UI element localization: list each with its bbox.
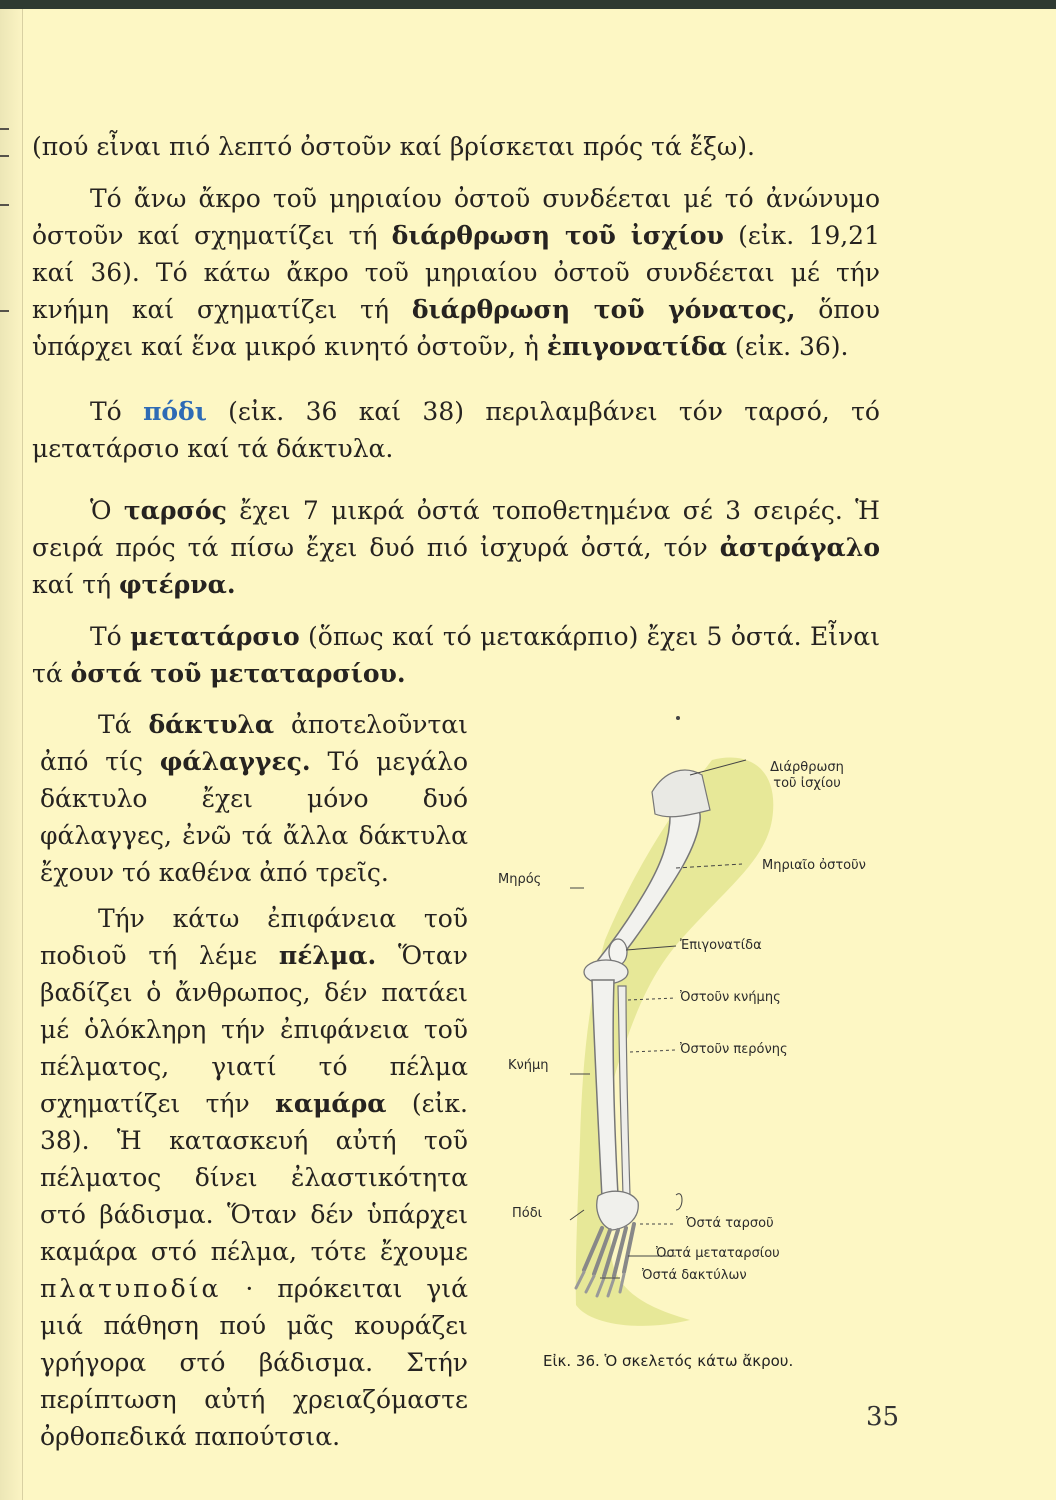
text: Τήν κάτω ἐπιφάνεια τοῦ ποδιοῦ τή λέμε [40,904,468,970]
paragraph-6 [32,618,880,692]
term-metatarsus: μετατάρσιο [130,622,300,651]
text: · πρόκειται γιά μιά πάθηση πού μᾶς κουράζει γρήγορα στό βάδισμα. Στήν περίπτωση αὐτή χρειαζόμαστε ὀρθοπεδικά παπούτσια. [40,1274,468,1451]
label-tarsal: Ὀστά ταρσοῦ [686,1216,774,1231]
page-binding-edge [0,9,23,1500]
margin-tick [0,155,9,157]
pelvis-fragment [652,770,710,817]
label-patella: Ἐπιγονατίδα [680,938,762,953]
label-metatarsal: Ὀστά μεταταρσίου [656,1246,780,1261]
margin-tick [0,128,9,130]
text: Τό [90,622,131,651]
term-hip-joint: διάρθρωση τοῦ ἰσχίου [391,221,724,250]
term-phalanges: φάλαγγες. [159,747,311,776]
text: Τό ἄνω ἄκρο τοῦ μηριαίου ὀστοῦ συνδέεται μέ τό ἀνώνυμο ὀστοῦν καί σχηματίζει τή [32,184,880,250]
label-text: Διάρθρωση τοῦ ἰσχίου [770,760,844,791]
term-metatarsal-bones: ὀστά τοῦ μεταταρσίου. [70,659,406,688]
text: (εἰκ. 36 καί 38) περιλαμβάνει τόν ταρσό, τό μετατάρσιο καί τά δάκτυλα. [32,397,880,463]
label-foot: Πόδι [512,1206,543,1221]
lower-limb-skeleton-figure [480,740,910,1400]
term-heel: φτέρνα. [119,570,236,599]
term-flatfoot: πλατυποδία [40,1274,222,1303]
text: ἔχει 7 μικρά ὀστά τοποθετημένα σέ 3 σειρές. Ἡ σειρά πρός τά πίσω ἔχει δυό πιό ἰσχυρά ὀστά, τόν [32,496,880,562]
text: Τά [98,710,149,739]
term-tarsus: ταρσός [123,496,227,525]
label-hip-joint [764,760,850,792]
paragraph-7 [40,706,468,891]
text: Τό [90,397,144,426]
label-fibula: Ὀστοῦν περόνης [680,1042,788,1057]
term-foot: πόδι [143,397,207,426]
text: (πού εἶναι πιό λεπτό ὀστοῦν καί βρίσκεται πρός τά ἔξω). [32,132,755,161]
paragraph-5 [32,492,880,603]
text: (εἰκ. 38). Ἡ κατασκευή αὐτή τοῦ πέλματος δίνει ἐλαστικότητα στό βάδισμα. Ὅταν δέν ὑπάρχει καμάρα στό πέλμα, τότε ἔχουμε [40,1089,468,1266]
margin-tick [0,310,9,312]
label-femur: Μηριαῖο ὀστοῦν [762,858,866,873]
text: καί τή [32,570,120,599]
label-toes: Ὀστά δακτύλων [642,1268,747,1283]
paragraph-4 [32,393,880,467]
label-tibia: Ὀστοῦν κνήμης [680,990,781,1005]
text: ὅπου ὑπάρχει καί ἕνα μικρό κινητό ὀστοῦν, ἡ [32,295,880,361]
text: (εἰκ. 36). [726,332,849,361]
term-talus: ἀστράγαλο [719,533,880,562]
label-thigh: Μηρός [498,872,542,887]
text: ἀποτελοῦνται ἀπό τίς [40,710,468,776]
text: Τό μεγάλο δάκτυλο ἔχει μόνο δυό φάλαγγες, ἐνῶ τά ἄλλα δάκτυλα ἔχουν τό καθένα ἀπό τρεῖς. [40,747,468,887]
margin-tick [0,204,9,206]
page-number: 35 [866,1402,900,1432]
term-arch: καμάρα [275,1089,387,1118]
label-shin: Κνήμη [508,1058,549,1073]
term-toes: δάκτυλα [148,710,275,739]
text: (εἰκ. 19,21 καί 36). [32,221,880,287]
figure-caption: Εἰκ. 36. Ὁ σκελετός κάτω ἄκρου. [543,1352,794,1370]
paragraph-2 [32,180,880,365]
text: Ὁ [90,496,124,525]
paragraph-1 [32,128,880,165]
text: (ὅπως καί τό μετακάρπιο) ἔχει 5 ὀστά. Εἶναι τά [32,622,880,688]
scan-top-edge [0,0,1056,9]
text: Τό κάτω ἄκρο τοῦ μηριαίου ὀστοῦ συνδέεται μέ τήν κνήμη καί σχηματίζει τή [32,258,880,324]
text: Ὅταν βαδίζει ὁ ἄνθρωπος, δέν πατάει μέ ὁλόκληρη τήν ἐπιφάνεια τοῦ πέλματος, γιατί τό πέλμα σχηματίζει τήν [40,941,468,1118]
term-patella: ἐπιγονατίδα [546,332,727,361]
term-knee-joint: διάρθρωση τοῦ γόνατος, [411,295,796,324]
term-sole: πέλμα. [278,941,377,970]
paragraph-8 [40,900,468,1455]
print-speck [676,716,680,720]
